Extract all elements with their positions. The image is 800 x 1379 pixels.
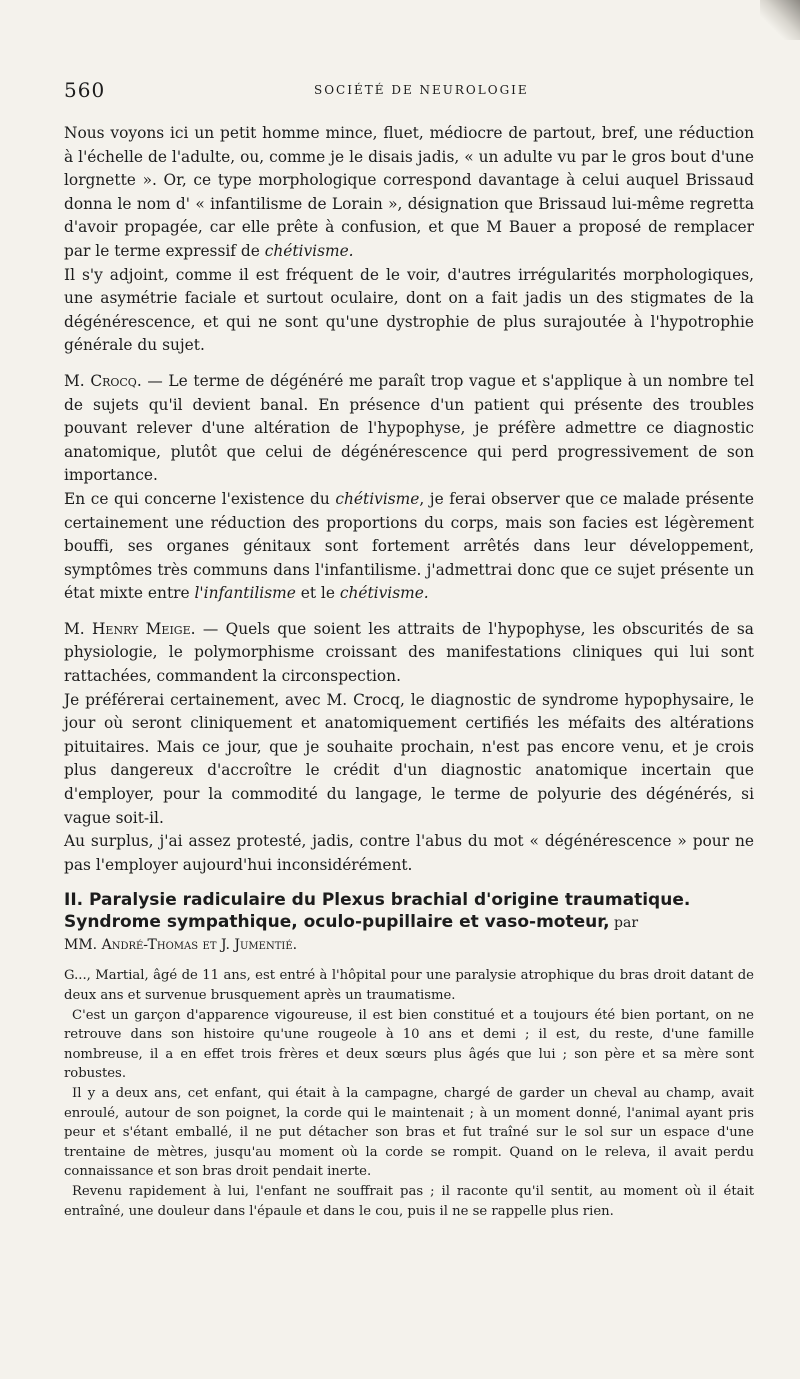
page-body bbox=[64, 122, 754, 1221]
section-authors bbox=[64, 934, 754, 956]
authors-prefix: MM. bbox=[64, 937, 102, 954]
speaker-crocq: Crocq. bbox=[90, 371, 142, 390]
section-par: par bbox=[609, 915, 639, 932]
paragraph-crocq bbox=[64, 370, 754, 488]
case-paragraph-3: Il y a deux ans, cet enfant, qui était à la campagne, chargé de garder un cheval au champ, avait enroulé, autour de son poignet, la corde qui le maintenait ; à un moment donné, l'animal ayant pris peur et s'étant emballé, il ne put détacher son bras et fut traîné sur le sol sur un espace d'une trentaine de mètres, jusqu'au moment où la corde se rompit. Quand on le releva, il avait perdu connaissance et son bras droit pendait inerte. bbox=[64, 1085, 754, 1180]
page-corner-shadow bbox=[760, 0, 800, 40]
paragraph-4-text-b: , je ferai observer que ce malade présente certainement une réduction des proportions du corps, mais son facies est légèrement bouffi, ses organes génitaux sont fortement arrêtés dans leur développement, symptômes très communs dans l'infantilisme. j'admettrai donc que ce sujet présente un état mixte entre bbox=[64, 489, 754, 603]
case-paragraph-2: C'est un garçon d'apparence vigoureuse, il est bien constitué et a toujours été bien portant, on ne retrouve dans son histoire qu'une rougeole à 10 ans et demi ; il est, du reste, d'une famille nombreuse, il a en effet trois frères et deux sœurs plus âgés que lui ; son père et sa mère sont robustes. bbox=[64, 1007, 754, 1082]
case-report bbox=[64, 966, 754, 1221]
paragraph-4-italic-3: chétivisme. bbox=[339, 584, 429, 603]
paragraph-2: Il s'y adjoint, comme il est fréquent de le voir, d'autres irrégularités morphologiques, une asymétrie faciale et surtout oculaire, dont on a fait jadis un des stigmates de la dégénérescence, et qui ne sont qu'une dystrophie de plus surajoutée à l'hypotrophie générale du sujet. bbox=[64, 265, 754, 355]
speaker-meige: Henry Meige. bbox=[92, 619, 196, 638]
paragraph-4-text-a: En ce qui concerne l'existence du bbox=[64, 489, 336, 508]
section-number: II. bbox=[64, 890, 84, 911]
paragraph-4-italic-2: l'infantilisme bbox=[194, 584, 296, 603]
page-header bbox=[64, 78, 754, 102]
meige-text: — Quels que soient les attraits de l'hypophyse, les obscurités de sa physiologie, le polymorphisme croissant des manifestations cliniques qui lui sont rattachées, commandent la circonspection. bbox=[64, 619, 754, 686]
speaker-prefix: M. bbox=[64, 371, 91, 390]
paragraph-1 bbox=[64, 122, 754, 264]
paragraph-6: Je préférerai certainement, avec M. Crocq, le diagnostic de syndrome hypophysaire, le jour où seront cliniquement et anatomiquement certifiés les méfaits des altérations pituitaires. Mais ce jour, que je souhaite prochain, n'est pas encore venu, et je crois plus dangereux d'accroître le crédit d'un diagnostic anatomique incertain que d'employer, pour la commodité du langage, le terme de polyurie des dégénérés, si vague soit-il. bbox=[64, 690, 754, 827]
paragraph-1-italic: chétivisme. bbox=[264, 241, 354, 260]
paragraph-4-italic-1: chétivisme bbox=[335, 489, 420, 508]
section-heading bbox=[64, 889, 754, 934]
paragraph-7: Au surplus, j'ai assez protesté, jadis, contre l'abus du mot « dégénérescence » pour ne pas l'employer aujourd'hui inconsidérément. bbox=[64, 832, 754, 874]
paragraph-meige bbox=[64, 618, 754, 689]
section-title: Paralysie radiculaire du Plexus brachial d'origine traumatique. Syndrome sympathique, oculo-pupillaire et vaso-moteur, bbox=[64, 890, 691, 933]
discussion bbox=[64, 122, 754, 877]
paragraph-1-text: Nous voyons ici un petit homme mince, fluet, médiocre de partout, bref, une réduction à l'échelle de l'adulte, ou, comme je le disais jadis, « un adulte vu par le gros bout d'une lorgnette ». Or, ce type morphologique correspond davantage à celui auquel Brissaud donna le nom d' « infantilisme de Lorain », désignation que Brissaud lui-même regretta d'avoir propagée, car elle prête à confusion, et que M Bauer a proposé de remplacer par le terme expressif de bbox=[64, 124, 754, 260]
running-head: SOCIÉTÉ DE NEUROLOGIE bbox=[314, 83, 529, 97]
paragraph-4 bbox=[64, 488, 754, 606]
paragraph-4-text-c: et le bbox=[295, 584, 340, 603]
speaker-prefix: M. bbox=[64, 619, 93, 638]
case-paragraph-1: G..., Martial, âgé de 11 ans, est entré à l'hôpital pour une paralysie atrophique du bras droit datant de deux ans et survenue brusquement après un traumatisme. bbox=[64, 968, 754, 1003]
authors-names: André-Thomas et J. Jumentié. bbox=[101, 937, 298, 954]
page-number: 560 bbox=[64, 78, 106, 102]
crocq-text: — Le terme de dégénéré me paraît trop vague et s'applique à un nombre tel de sujets qu'il devient banal. En présence d'un patient qui présente des troubles pouvant relever d'une altération de l'hypophyse, je préfère admettre ce diagnostic anatomique, plutôt que celui de dégénérescence qui perd progressivement de son importance. bbox=[64, 371, 755, 485]
case-paragraph-4: Revenu rapidement à lui, l'enfant ne souffrait pas ; il raconte qu'il sentit, au moment où il était entraîné, une douleur dans l'épaule et dans le cou, puis il ne se rappelle plus rien. bbox=[64, 1183, 754, 1219]
